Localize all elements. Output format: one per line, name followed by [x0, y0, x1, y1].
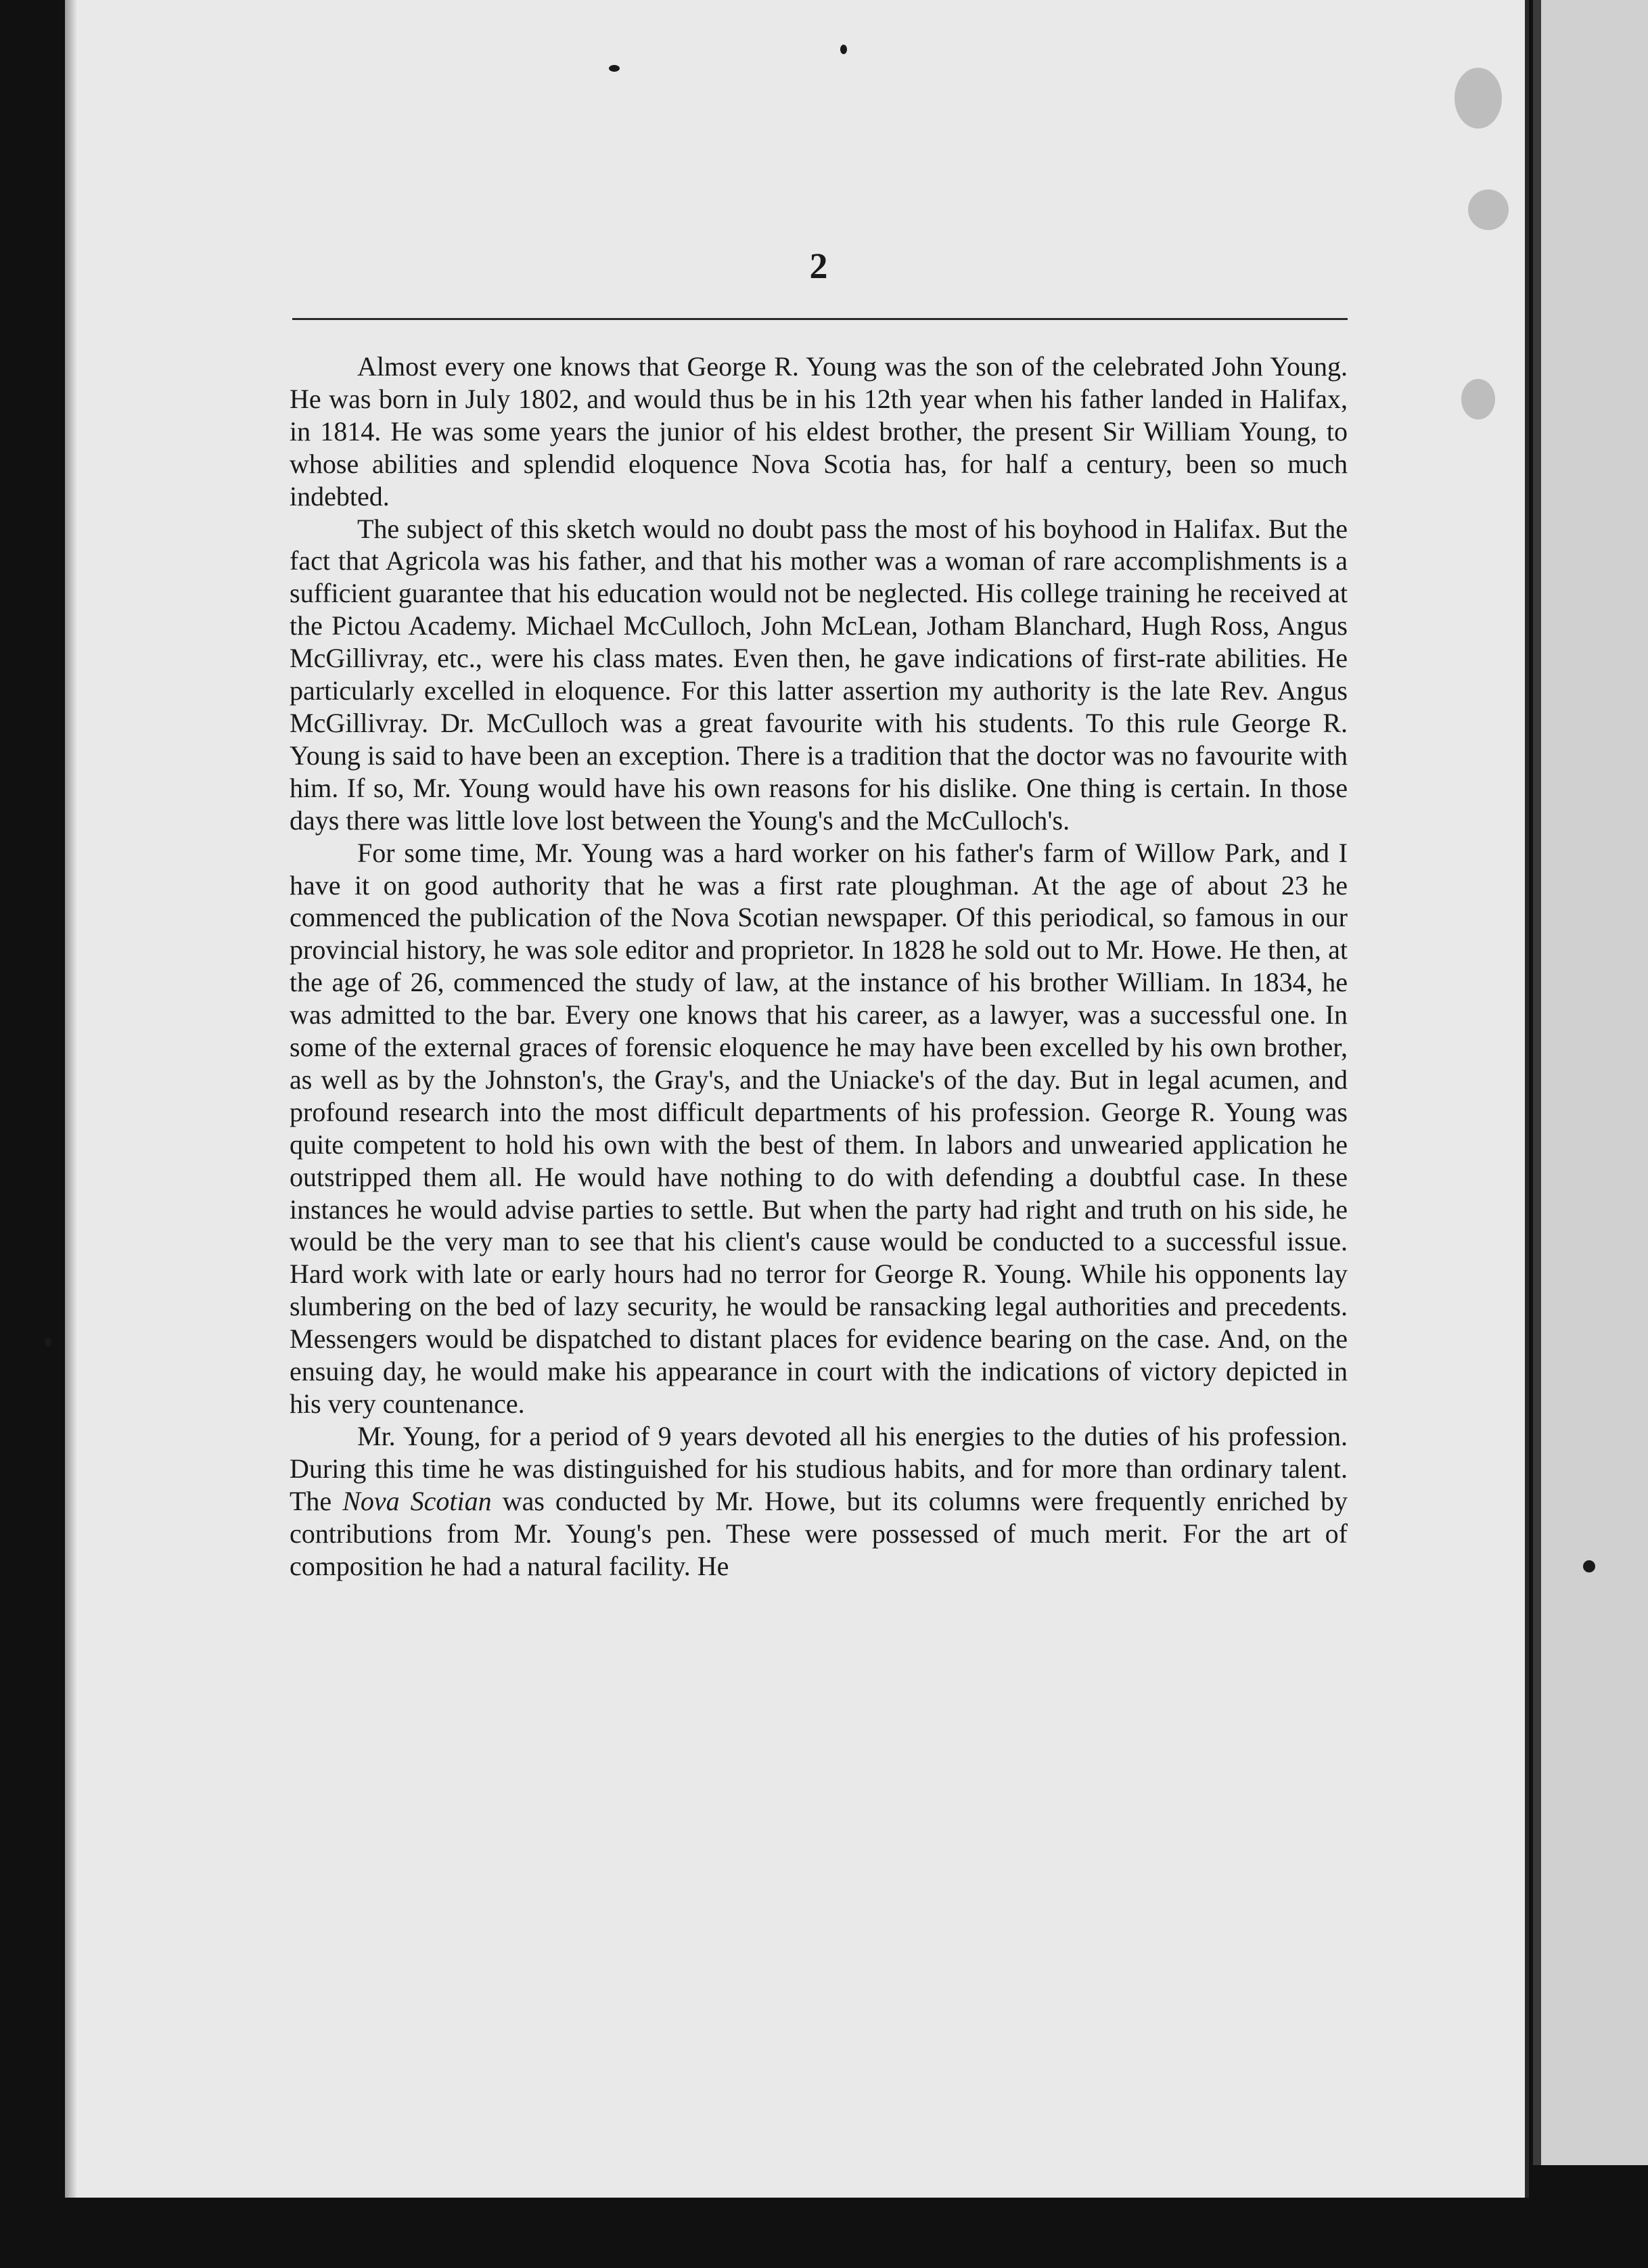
stain-mark — [1461, 379, 1495, 419]
ink-speck — [840, 45, 847, 54]
ink-speck — [1583, 1560, 1595, 1572]
paragraph: For some time, Mr. Young was a hard worker on his father's farm of Willow Park, and I have it on good authority that he was a first rate ploughman. At the age of about 23 he commenced the publication of the Nova Scotian newspaper. Of this periodical, so famous in our provincial history, he was sole editor and proprietor. In 1828 he sold out to Mr. Howe. He then, at the age of 26, commenced the study of law, at the instance of his brother William. In 1834, he was admitted to the bar. Every one knows that his career, as a lawyer, was a successful one. In some of the external graces of forensic eloquence he may have been excelled by his own brother, as well as by the Johnston's, the Gray's, and the Uniacke's of the day. But in legal acumen, and profound research into the most difficult departments of his profession. George R. Young was quite competent to hold his own with the best of them. In labors and unwearied application he outstripped them all. He would have nothing to do with defending a doubtful case. In these instances he would advise parties to settle. But when the party had right and truth on his side, he would be the very man to see that his client's cause would be conducted to a successful issue. Hard work with late or early hours had no terror for George R. Young. While his opponents lay slumbering on the bed of lazy security, he would be ransacking legal authorities and precedents. Messengers would be dispatched to distant places for evidence bearing on the case. And, on the ensuing day, he would make his appearance in court with the indications of victory depicted in his very countenance. — [290, 837, 1348, 1419]
page-edge-shadow — [65, 0, 77, 2198]
ink-speck — [609, 65, 620, 72]
page-gutter — [1533, 0, 1541, 2165]
facing-page-edge — [1533, 0, 1648, 2165]
page-number: 2 — [809, 246, 828, 286]
ink-speck — [45, 1338, 51, 1346]
header-rule — [292, 318, 1348, 320]
paragraph: The subject of this sketch would no doubt pass the most of his boyhood in Halifax. But the fact that Agricola was his father, and that his mother was a woman of rare accomplishments is a sufficient guarantee that his education would not be neglected. His college training he received at the Pictou Academy. Michael McCulloch, John McLean, Jotham Blanchard, Hugh Ross, Angus McGillivray, etc., were his class mates. Even then, he gave indications of first-rate abilities. He particularly excelled in eloquence. For this latter assertion my authority is the late Rev. Angus McGillivray. Dr. McCulloch was a great favourite with his students. To this rule George R. Young is said to have been an exception. There is a tradition that the doctor was no favourite with him. If so, Mr. Young would have his own reasons for his dislike. One thing is certain. In those days there was little love lost between the Young's and the McCulloch's. — [290, 513, 1348, 836]
paragraph — [290, 1420, 1348, 1583]
publication-title: Nova Scotian — [342, 1485, 492, 1516]
paragraph: Almost every one knows that George R. Young was the son of the celebrated John Young. He was born in July 1802, and would thus be in his 12th year when his father landed in Halifax, in 1814. He was some years the junior of his eldest brother, the present Sir William Young, to whose abilities and splendid eloquence Nova Scotia has, for half a century, been so much indebted. — [290, 351, 1348, 512]
stain-mark — [1468, 189, 1509, 230]
paragraph-text: Mr. Young, for a period of 9 years devoted all his energies to the duties of his profession. During this time he was distinguished for his studious habits, and for more than ordinary talent. The — [290, 1420, 1348, 1516]
body-text — [290, 350, 1348, 1582]
stain-mark — [1455, 68, 1502, 129]
paragraph-text: was conducted by Mr. Howe, but its columns were frequently enriched by contributions from Mr. Young's pen. These were possessed of much merit. For the art of composition he had a natural facility. He — [290, 1485, 1348, 1581]
